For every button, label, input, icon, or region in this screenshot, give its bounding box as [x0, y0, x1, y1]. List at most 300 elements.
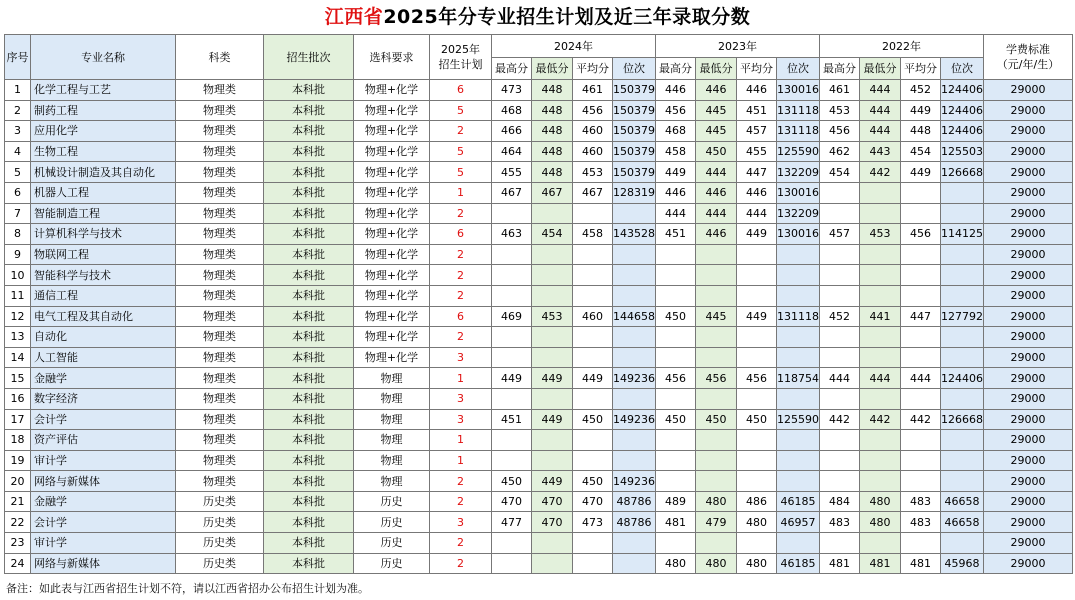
cell-y2023-max-score: 449	[656, 162, 696, 183]
cell-y2024-max-score: 463	[492, 224, 532, 245]
cell-subject: 物理+化学	[354, 285, 430, 306]
cell-y2022-rank	[941, 430, 984, 451]
cell-y2022-avg-score	[901, 182, 941, 203]
cell-y2022-min-score: 442	[860, 409, 901, 430]
cell-y2023-avg-score: 451	[737, 100, 777, 121]
cell-category: 物理类	[176, 450, 264, 471]
cell-y2022-avg-score: 456	[901, 224, 941, 245]
subheader-2024-avg-score: 平均分	[573, 58, 613, 80]
table-row	[5, 533, 1073, 554]
cell-y2023-max-score: 450	[656, 306, 696, 327]
table-row	[5, 162, 1073, 183]
cell-category: 物理类	[176, 327, 264, 348]
cell-y2024-max-score: 467	[492, 182, 532, 203]
header-seq: 序号	[5, 35, 31, 80]
cell-major: 会计学	[31, 512, 176, 533]
cell-fee: 29000	[984, 182, 1073, 203]
cell-y2022-avg-score: 449	[901, 100, 941, 121]
table-row	[5, 265, 1073, 286]
cell-subject: 物理+化学	[354, 306, 430, 327]
cell-y2024-avg-score: 467	[573, 182, 613, 203]
cell-y2024-max-score	[492, 347, 532, 368]
cell-y2022-min-score: 443	[860, 141, 901, 162]
cell-major: 应用化学	[31, 121, 176, 142]
cell-y2023-min-score	[696, 450, 737, 471]
cell-major: 电气工程及其自动化	[31, 306, 176, 327]
cell-batch: 本科批	[264, 306, 354, 327]
title-text: 2025年分专业招生计划及近三年录取分数	[383, 6, 751, 28]
cell-y2024-avg-score	[573, 533, 613, 554]
cell-y2024-avg-score: 453	[573, 162, 613, 183]
cell-fee: 29000	[984, 121, 1073, 142]
cell-y2023-max-score: 480	[656, 553, 696, 574]
cell-y2022-min-score: 442	[860, 162, 901, 183]
cell-major: 网络与新媒体	[31, 553, 176, 574]
cell-y2023-max-score	[656, 471, 696, 492]
cell-subject: 历史	[354, 491, 430, 512]
cell-y2024-max-score	[492, 285, 532, 306]
cell-y2022-min-score	[860, 182, 901, 203]
cell-major: 智能制造工程	[31, 203, 176, 224]
header-category: 科类	[176, 35, 264, 80]
cell-y2022-max-score: 453	[820, 100, 860, 121]
cell-y2023-min-score: 480	[696, 491, 737, 512]
cell-y2024-avg-score	[573, 265, 613, 286]
cell-y2023-avg-score	[737, 347, 777, 368]
cell-plan: 3	[430, 512, 492, 533]
cell-y2023-avg-score: 449	[737, 224, 777, 245]
cell-y2022-min-score	[860, 430, 901, 451]
cell-fee: 29000	[984, 450, 1073, 471]
cell-y2024-max-score: 468	[492, 100, 532, 121]
cell-plan: 2	[430, 553, 492, 574]
cell-seq: 12	[5, 306, 31, 327]
cell-fee: 29000	[984, 409, 1073, 430]
cell-fee: 29000	[984, 244, 1073, 265]
cell-y2022-max-score: 481	[820, 553, 860, 574]
cell-subject: 物理+化学	[354, 203, 430, 224]
cell-plan: 2	[430, 327, 492, 348]
admission-table	[4, 34, 1073, 574]
cell-major: 数字经济	[31, 388, 176, 409]
cell-y2024-avg-score: 450	[573, 471, 613, 492]
subheader-2022-avg-score: 平均分	[901, 58, 941, 80]
subheader-2023-rank: 位次	[777, 58, 820, 80]
cell-y2024-rank: 150379	[613, 100, 656, 121]
cell-y2023-avg-score: 446	[737, 80, 777, 101]
cell-y2024-min-score: 470	[532, 491, 573, 512]
cell-y2024-rank: 150379	[613, 162, 656, 183]
cell-major: 审计学	[31, 533, 176, 554]
cell-y2023-min-score: 479	[696, 512, 737, 533]
cell-major: 网络与新媒体	[31, 471, 176, 492]
table-row	[5, 203, 1073, 224]
cell-y2024-avg-score	[573, 347, 613, 368]
header-year-2022: 2022年	[820, 35, 984, 58]
cell-major: 金融学	[31, 491, 176, 512]
cell-y2024-max-score	[492, 265, 532, 286]
cell-fee: 29000	[984, 203, 1073, 224]
cell-y2022-min-score: 453	[860, 224, 901, 245]
cell-y2024-min-score: 448	[532, 80, 573, 101]
cell-y2024-rank	[613, 533, 656, 554]
cell-y2024-min-score: 470	[532, 512, 573, 533]
cell-category: 历史类	[176, 491, 264, 512]
table-row	[5, 409, 1073, 430]
cell-y2024-avg-score: 473	[573, 512, 613, 533]
cell-y2023-max-score: 444	[656, 203, 696, 224]
cell-y2024-min-score: 448	[532, 141, 573, 162]
subheader-2022-rank: 位次	[941, 58, 984, 80]
cell-y2024-rank: 144658	[613, 306, 656, 327]
cell-category: 物理类	[176, 162, 264, 183]
cell-y2024-avg-score: 460	[573, 141, 613, 162]
cell-y2023-max-score: 489	[656, 491, 696, 512]
cell-category: 物理类	[176, 244, 264, 265]
cell-y2023-rank	[777, 265, 820, 286]
cell-y2023-rank: 130016	[777, 80, 820, 101]
cell-y2024-min-score	[532, 265, 573, 286]
cell-y2022-rank: 45968	[941, 553, 984, 574]
cell-y2023-rank: 130016	[777, 224, 820, 245]
cell-y2022-avg-score	[901, 450, 941, 471]
cell-y2023-rank	[777, 533, 820, 554]
cell-y2024-avg-score: 449	[573, 368, 613, 389]
cell-plan: 1	[430, 182, 492, 203]
cell-subject: 历史	[354, 533, 430, 554]
title-province: 江西省	[324, 6, 384, 28]
cell-category: 物理类	[176, 285, 264, 306]
cell-y2022-max-score	[820, 471, 860, 492]
cell-y2022-rank	[941, 203, 984, 224]
cell-y2023-avg-score	[737, 450, 777, 471]
cell-y2024-max-score: 451	[492, 409, 532, 430]
cell-y2024-avg-score	[573, 388, 613, 409]
cell-y2023-max-score: 481	[656, 512, 696, 533]
cell-y2023-rank: 46185	[777, 491, 820, 512]
cell-y2022-min-score	[860, 347, 901, 368]
cell-y2024-min-score	[532, 450, 573, 471]
cell-y2023-min-score: 445	[696, 100, 737, 121]
cell-major: 审计学	[31, 450, 176, 471]
cell-y2024-max-score: 469	[492, 306, 532, 327]
cell-fee: 29000	[984, 141, 1073, 162]
cell-fee: 29000	[984, 471, 1073, 492]
table-row	[5, 285, 1073, 306]
cell-y2023-avg-score: 455	[737, 141, 777, 162]
cell-batch: 本科批	[264, 388, 354, 409]
cell-y2024-rank: 48786	[613, 491, 656, 512]
cell-y2022-avg-score: 449	[901, 162, 941, 183]
cell-y2022-avg-score	[901, 533, 941, 554]
cell-y2024-avg-score: 450	[573, 409, 613, 430]
cell-fee: 29000	[984, 512, 1073, 533]
cell-y2022-avg-score: 483	[901, 512, 941, 533]
cell-y2022-max-score: 454	[820, 162, 860, 183]
cell-category: 物理类	[176, 306, 264, 327]
cell-y2022-avg-score	[901, 327, 941, 348]
cell-y2022-avg-score	[901, 203, 941, 224]
cell-y2024-min-score	[532, 430, 573, 451]
cell-y2022-rank	[941, 265, 984, 286]
cell-y2023-min-score: 446	[696, 224, 737, 245]
cell-y2022-max-score	[820, 285, 860, 306]
cell-y2022-rank	[941, 347, 984, 368]
cell-category: 物理类	[176, 265, 264, 286]
cell-y2023-max-score	[656, 244, 696, 265]
cell-major: 化学工程与工艺	[31, 80, 176, 101]
cell-y2023-rank: 46185	[777, 553, 820, 574]
cell-y2024-max-score	[492, 533, 532, 554]
cell-y2023-avg-score	[737, 533, 777, 554]
cell-y2022-rank	[941, 388, 984, 409]
cell-y2023-rank: 131118	[777, 121, 820, 142]
cell-y2023-rank	[777, 347, 820, 368]
cell-plan: 1	[430, 368, 492, 389]
cell-y2023-max-score: 458	[656, 141, 696, 162]
cell-y2022-max-score: 457	[820, 224, 860, 245]
cell-subject: 物理+化学	[354, 100, 430, 121]
cell-seq: 20	[5, 471, 31, 492]
cell-major: 自动化	[31, 327, 176, 348]
cell-major: 金融学	[31, 368, 176, 389]
table-row	[5, 368, 1073, 389]
cell-y2023-min-score: 450	[696, 141, 737, 162]
cell-y2023-min-score	[696, 388, 737, 409]
cell-batch: 本科批	[264, 224, 354, 245]
cell-category: 物理类	[176, 224, 264, 245]
subheader-2024-rank: 位次	[613, 58, 656, 80]
cell-seq: 19	[5, 450, 31, 471]
cell-y2022-min-score	[860, 471, 901, 492]
cell-y2024-rank	[613, 430, 656, 451]
header-plan-line1: 2025年	[441, 43, 480, 56]
cell-y2024-rank	[613, 265, 656, 286]
page-title	[0, 0, 1075, 34]
cell-y2022-max-score: 442	[820, 409, 860, 430]
cell-batch: 本科批	[264, 327, 354, 348]
cell-y2024-rank: 149236	[613, 409, 656, 430]
cell-seq: 15	[5, 368, 31, 389]
cell-y2024-min-score	[532, 533, 573, 554]
cell-y2024-max-score: 477	[492, 512, 532, 533]
cell-category: 物理类	[176, 471, 264, 492]
cell-y2024-avg-score	[573, 430, 613, 451]
cell-major: 制药工程	[31, 100, 176, 121]
cell-y2024-rank	[613, 244, 656, 265]
cell-batch: 本科批	[264, 512, 354, 533]
cell-subject: 物理	[354, 430, 430, 451]
cell-y2024-rank	[613, 327, 656, 348]
cell-y2022-max-score: 452	[820, 306, 860, 327]
cell-y2023-avg-score: 456	[737, 368, 777, 389]
cell-y2023-rank: 130016	[777, 182, 820, 203]
cell-major: 物联网工程	[31, 244, 176, 265]
cell-y2022-max-score	[820, 388, 860, 409]
table-row	[5, 224, 1073, 245]
cell-fee: 29000	[984, 285, 1073, 306]
cell-fee: 29000	[984, 306, 1073, 327]
cell-seq: 13	[5, 327, 31, 348]
cell-y2023-max-score: 468	[656, 121, 696, 142]
cell-y2022-min-score: 480	[860, 512, 901, 533]
cell-y2022-avg-score: 452	[901, 80, 941, 101]
cell-subject: 物理+化学	[354, 80, 430, 101]
cell-y2022-rank: 124406	[941, 100, 984, 121]
cell-fee: 29000	[984, 368, 1073, 389]
subheader-2023-min-score: 最低分	[696, 58, 737, 80]
cell-y2022-rank	[941, 182, 984, 203]
cell-category: 物理类	[176, 409, 264, 430]
cell-plan: 2	[430, 244, 492, 265]
cell-y2023-rank: 125590	[777, 141, 820, 162]
table-row	[5, 327, 1073, 348]
cell-y2023-avg-score: 449	[737, 306, 777, 327]
cell-fee: 29000	[984, 533, 1073, 554]
cell-fee: 29000	[984, 388, 1073, 409]
cell-y2024-rank: 149236	[613, 471, 656, 492]
cell-y2023-min-score	[696, 265, 737, 286]
table-row	[5, 491, 1073, 512]
cell-batch: 本科批	[264, 347, 354, 368]
cell-batch: 本科批	[264, 430, 354, 451]
header-fee-line2: （元/年/生）	[996, 58, 1060, 71]
cell-batch: 本科批	[264, 491, 354, 512]
cell-y2023-avg-score	[737, 244, 777, 265]
header-year-2023: 2023年	[656, 35, 820, 58]
cell-y2024-min-score	[532, 203, 573, 224]
cell-plan: 2	[430, 471, 492, 492]
cell-y2023-min-score	[696, 430, 737, 451]
cell-plan: 2	[430, 491, 492, 512]
cell-y2022-max-score: 456	[820, 121, 860, 142]
cell-y2023-avg-score: 457	[737, 121, 777, 142]
table-row	[5, 141, 1073, 162]
cell-y2024-rank: 128319	[613, 182, 656, 203]
cell-y2024-max-score	[492, 388, 532, 409]
cell-y2023-max-score: 450	[656, 409, 696, 430]
header-batch: 招生批次	[264, 35, 354, 80]
cell-seq: 18	[5, 430, 31, 451]
cell-category: 物理类	[176, 182, 264, 203]
cell-seq: 23	[5, 533, 31, 554]
cell-y2024-max-score: 450	[492, 471, 532, 492]
cell-y2024-rank	[613, 285, 656, 306]
table-row	[5, 121, 1073, 142]
cell-y2023-min-score: 456	[696, 368, 737, 389]
header-year-2024: 2024年	[492, 35, 656, 58]
cell-batch: 本科批	[264, 533, 354, 554]
cell-y2023-avg-score: 446	[737, 182, 777, 203]
cell-seq: 17	[5, 409, 31, 430]
cell-batch: 本科批	[264, 121, 354, 142]
cell-category: 物理类	[176, 80, 264, 101]
cell-plan: 6	[430, 80, 492, 101]
cell-y2024-rank: 150379	[613, 141, 656, 162]
cell-y2024-min-score: 448	[532, 162, 573, 183]
cell-seq: 14	[5, 347, 31, 368]
cell-y2023-rank: 118754	[777, 368, 820, 389]
cell-y2024-max-score: 464	[492, 141, 532, 162]
cell-batch: 本科批	[264, 450, 354, 471]
cell-y2022-max-score: 444	[820, 368, 860, 389]
cell-seq: 11	[5, 285, 31, 306]
cell-y2024-avg-score	[573, 244, 613, 265]
cell-y2024-max-score	[492, 450, 532, 471]
cell-subject: 物理	[354, 471, 430, 492]
cell-y2023-avg-score: 486	[737, 491, 777, 512]
cell-y2022-min-score: 444	[860, 368, 901, 389]
cell-y2022-rank	[941, 471, 984, 492]
cell-y2022-min-score	[860, 388, 901, 409]
cell-y2024-min-score: 449	[532, 368, 573, 389]
cell-y2022-avg-score	[901, 265, 941, 286]
cell-seq: 24	[5, 553, 31, 574]
cell-y2024-min-score	[532, 553, 573, 574]
cell-y2022-avg-score	[901, 347, 941, 368]
cell-y2022-min-score: 441	[860, 306, 901, 327]
table-row	[5, 553, 1073, 574]
cell-y2022-rank: 125503	[941, 141, 984, 162]
cell-major: 智能科学与技术	[31, 265, 176, 286]
cell-category: 物理类	[176, 121, 264, 142]
cell-fee: 29000	[984, 491, 1073, 512]
cell-y2023-rank	[777, 388, 820, 409]
cell-plan: 6	[430, 224, 492, 245]
cell-y2023-min-score: 446	[696, 80, 737, 101]
cell-y2022-max-score	[820, 533, 860, 554]
cell-y2022-min-score: 444	[860, 100, 901, 121]
cell-y2022-avg-score: 444	[901, 368, 941, 389]
cell-y2024-avg-score: 460	[573, 121, 613, 142]
cell-batch: 本科批	[264, 244, 354, 265]
cell-y2024-avg-score	[573, 327, 613, 348]
cell-y2024-min-score	[532, 244, 573, 265]
cell-batch: 本科批	[264, 141, 354, 162]
cell-major: 计算机科学与技术	[31, 224, 176, 245]
cell-y2022-max-score: 484	[820, 491, 860, 512]
cell-seq: 2	[5, 100, 31, 121]
cell-category: 物理类	[176, 430, 264, 451]
cell-y2023-rank: 132209	[777, 162, 820, 183]
header-major: 专业名称	[31, 35, 176, 80]
cell-y2024-avg-score: 461	[573, 80, 613, 101]
header-plan-line2: 招生计划	[438, 58, 483, 71]
cell-category: 物理类	[176, 368, 264, 389]
subheader-2022-min-score: 最低分	[860, 58, 901, 80]
cell-y2024-min-score: 449	[532, 409, 573, 430]
cell-y2023-min-score: 445	[696, 121, 737, 142]
table-row	[5, 80, 1073, 101]
cell-y2023-avg-score: 450	[737, 409, 777, 430]
cell-y2022-min-score	[860, 285, 901, 306]
cell-y2023-avg-score	[737, 327, 777, 348]
table-row	[5, 512, 1073, 533]
cell-y2024-min-score: 449	[532, 471, 573, 492]
cell-major: 生物工程	[31, 141, 176, 162]
cell-y2022-avg-score: 442	[901, 409, 941, 430]
cell-subject: 物理	[354, 450, 430, 471]
cell-y2022-rank	[941, 285, 984, 306]
footnote: 备注：如此表与江西省招生计划不符，请以江西省招办公布招生计划为准。	[6, 582, 369, 595]
cell-y2022-min-score: 480	[860, 491, 901, 512]
cell-plan: 6	[430, 306, 492, 327]
cell-y2022-rank	[941, 327, 984, 348]
cell-y2023-avg-score: 480	[737, 512, 777, 533]
cell-plan: 3	[430, 388, 492, 409]
cell-subject: 物理+化学	[354, 162, 430, 183]
cell-major: 通信工程	[31, 285, 176, 306]
